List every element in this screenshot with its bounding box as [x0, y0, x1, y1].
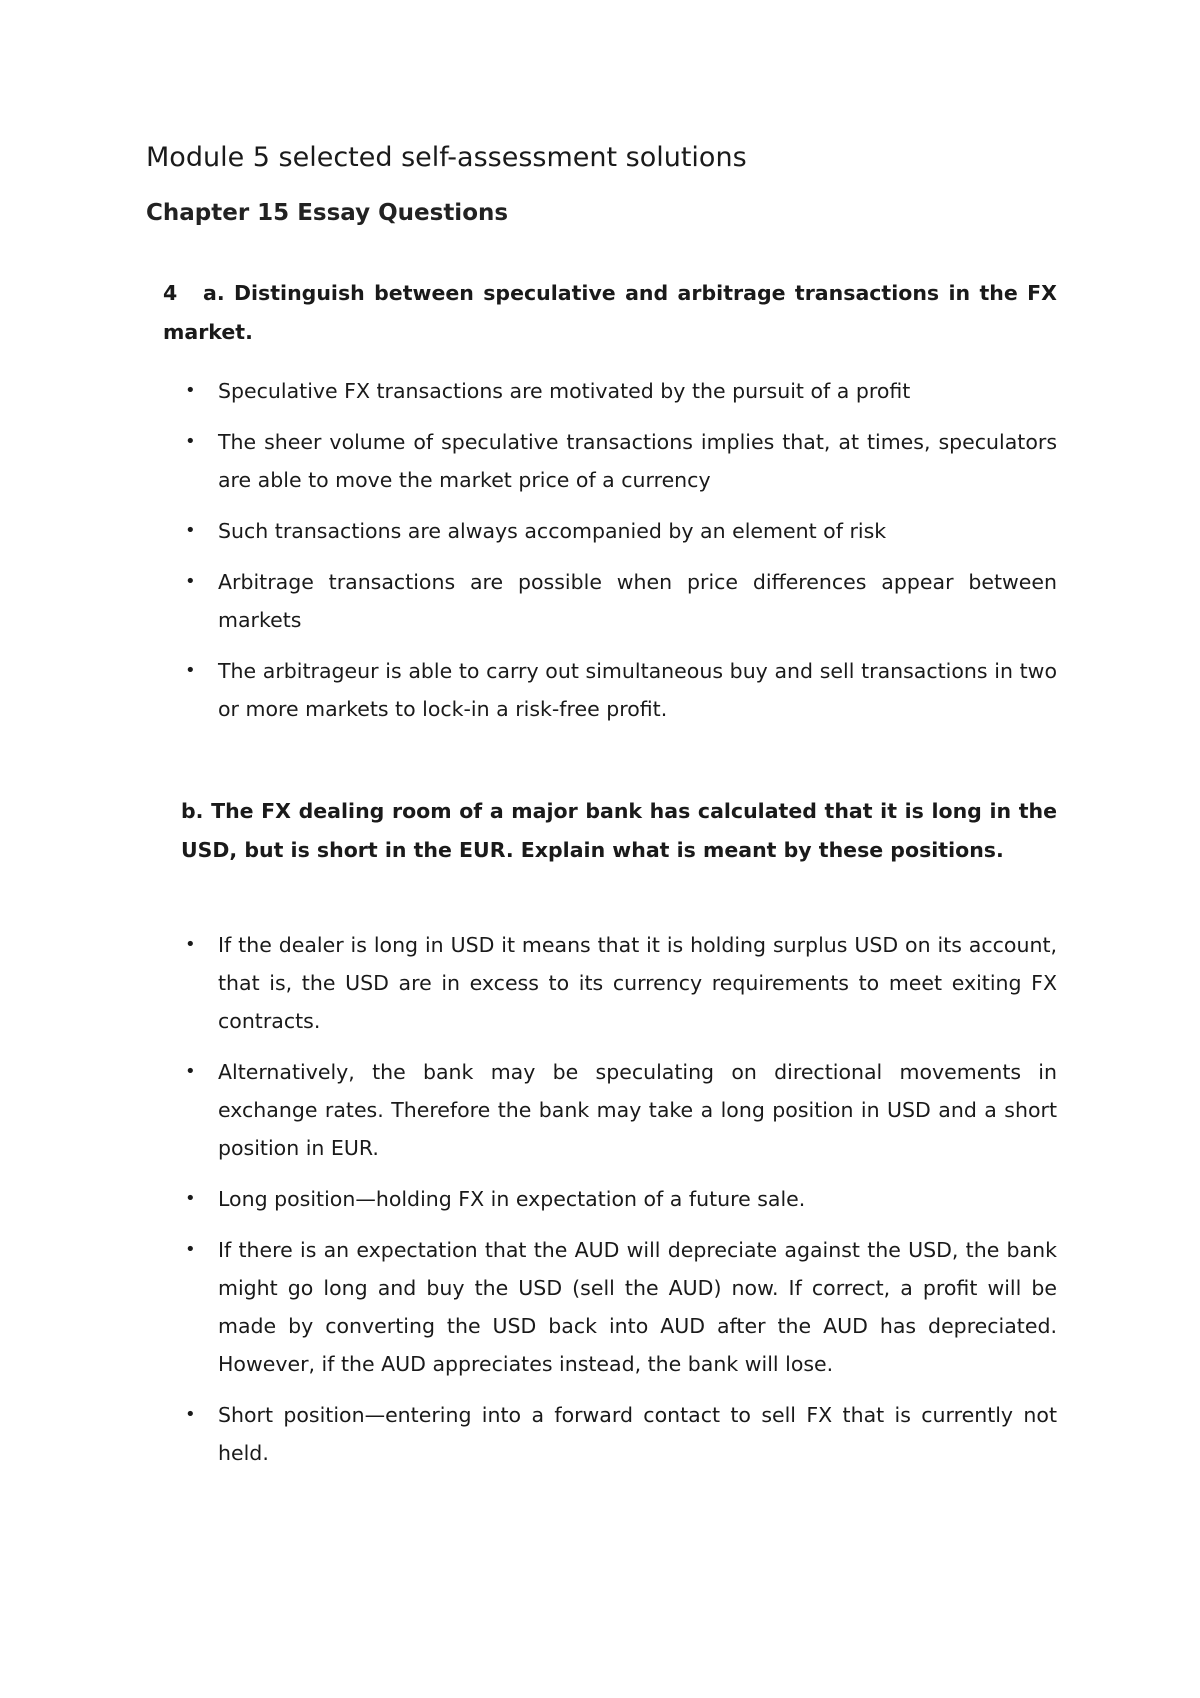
list-item-text: Long position—holding FX in expectation of a future sale.	[218, 1187, 806, 1211]
list-item	[181, 512, 1057, 550]
list-item	[181, 1180, 1057, 1218]
list-item-text: The sheer volume of speculative transactions implies that, at times, speculators are able to move the market price of a currency	[218, 430, 1057, 492]
list-item-text: If there is an expectation that the AUD will depreciate against the USD, the bank might go long and buy the USD (sell the AUD) now. If correct, a profit will be made by converting the USD back into AUD after the AUD has depreciated. However, if the AUD appreciates instead, the bank will lose.	[218, 1238, 1057, 1376]
bullet-icon: •	[185, 520, 196, 541]
bullet-icon: •	[185, 571, 196, 592]
list-item	[181, 372, 1057, 410]
list-item	[181, 1396, 1057, 1472]
list-item-text: If the dealer is long in USD it means that it is holding surplus USD on its account, that is, the USD are in excess to its currency requirements to meet exiting FX contracts.	[218, 933, 1057, 1033]
list-item	[181, 926, 1057, 1040]
page-title: Module 5 selected self-assessment solutions	[146, 142, 747, 173]
bullet-icon: •	[185, 1239, 196, 1260]
question-4b-prompt: b. The FX dealing room of a major bank has calculated that it is long in the USD, but is short in the EUR. Explain what is meant by these positions.	[181, 799, 1057, 862]
bullet-icon: •	[185, 1404, 196, 1425]
list-item-text: Such transactions are always accompanied by an element of risk	[218, 519, 887, 543]
list-item	[181, 652, 1057, 728]
list-item	[181, 563, 1057, 639]
bullet-icon: •	[185, 1061, 196, 1082]
question-4a-text: a. Distinguish between speculative and arbitrage transactions in the FX market.	[163, 281, 1057, 344]
bullet-icon: •	[185, 1188, 196, 1209]
bullet-icon: •	[185, 431, 196, 452]
list-item-text: Short position—entering into a forward contact to sell FX that is currently not held.	[218, 1403, 1057, 1465]
list-item-text: Speculative FX transactions are motivated by the pursuit of a profit	[218, 379, 911, 403]
list-item-text: Alternatively, the bank may be speculating on directional movements in exchange rates. Therefore the bank may take a long position in USD and a short position in EUR.	[218, 1060, 1057, 1160]
question-4a-prompt	[163, 274, 1057, 352]
answer-4a-list	[181, 372, 1057, 741]
list-item-text: Arbitrage transactions are possible when price differences appear between markets	[218, 570, 1057, 632]
bullet-icon: •	[185, 660, 196, 681]
question-number: 4	[163, 281, 178, 305]
list-item	[181, 1231, 1057, 1383]
bullet-icon: •	[185, 380, 196, 401]
list-item	[181, 423, 1057, 499]
bullet-icon: •	[185, 934, 196, 955]
chapter-subtitle: Chapter 15 Essay Questions	[146, 200, 509, 226]
list-item-text: The arbitrageur is able to carry out simultaneous buy and sell transactions in two or more markets to lock-in a risk-free profit.	[218, 659, 1057, 721]
list-item	[181, 1053, 1057, 1167]
answer-4b-list	[181, 926, 1057, 1485]
